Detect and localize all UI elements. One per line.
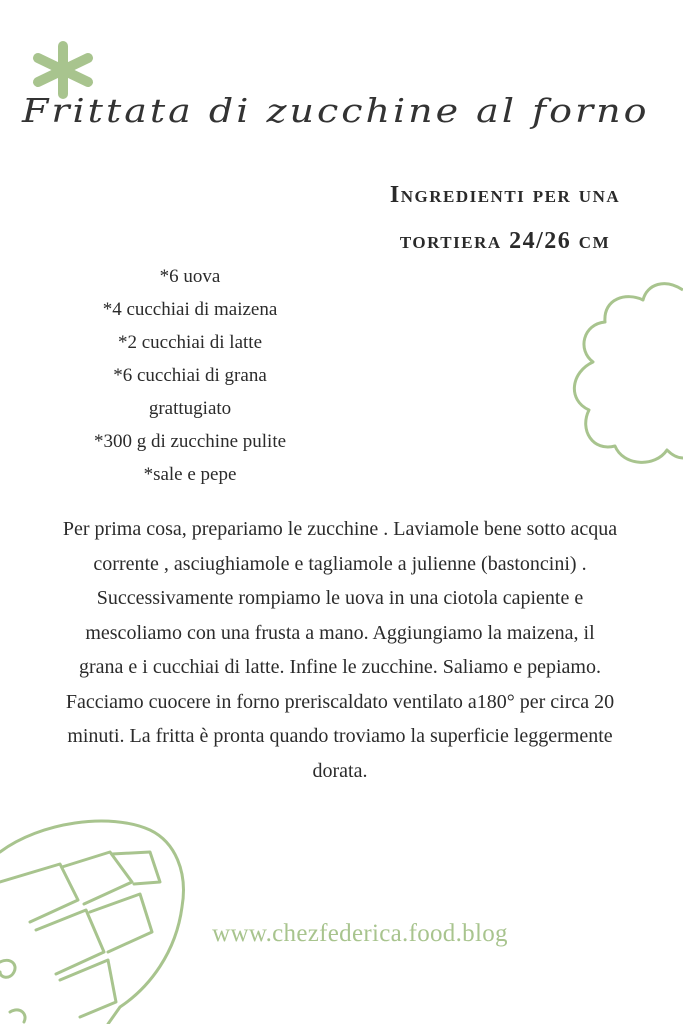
- ingredient-item: *sale e pepe: [143, 464, 237, 485]
- ingredient-item: *6 cucchiai di grana: [113, 365, 267, 386]
- website-link[interactable]: www.chezfederica.food.blog: [212, 920, 508, 947]
- monstera-leaf-icon: [0, 812, 200, 1024]
- recipe-title: Frittata di zucchine al forno: [22, 92, 650, 130]
- ingredient-item: grattugiato: [148, 398, 232, 419]
- asterisk-star-icon: [28, 40, 98, 100]
- ingredient-item: *6 uova: [159, 266, 221, 287]
- ingredient-item: *2 cucchiai di latte: [117, 332, 263, 353]
- cloud-outline-icon: [565, 270, 683, 470]
- ingredients-heading-line-2: tortiera 24/26 cm: [399, 228, 611, 254]
- recipe-instructions: Per prima cosa, prepariamo le zucchine . Laviamole bene sotto acqua corrente , asciughiamole e tagliamole a julienne (bastoncini) . Successivamente rompiamo le uova in una ciotola capiente e mescoliamo con una frusta a mano. Aggiungiamo la maizena, il grana e i cucchiai di latte. Infine le zucchine. Saliamo e pepiamo. Facciamo cuocere in forno preriscaldato ventilato a180° per circa 20 minuti. La fritta è pronta quando troviamo la superficie leggermente dorata.: [62, 518, 618, 782]
- ingredient-item: *300 g di zucchine pulite: [93, 431, 287, 452]
- ingredients-list: [60, 260, 320, 491]
- ingredients-heading: [330, 172, 680, 264]
- ingredient-item: *4 cucchiai di maizena: [102, 299, 278, 320]
- ingredients-heading-line-1: Ingredienti per una: [389, 182, 621, 208]
